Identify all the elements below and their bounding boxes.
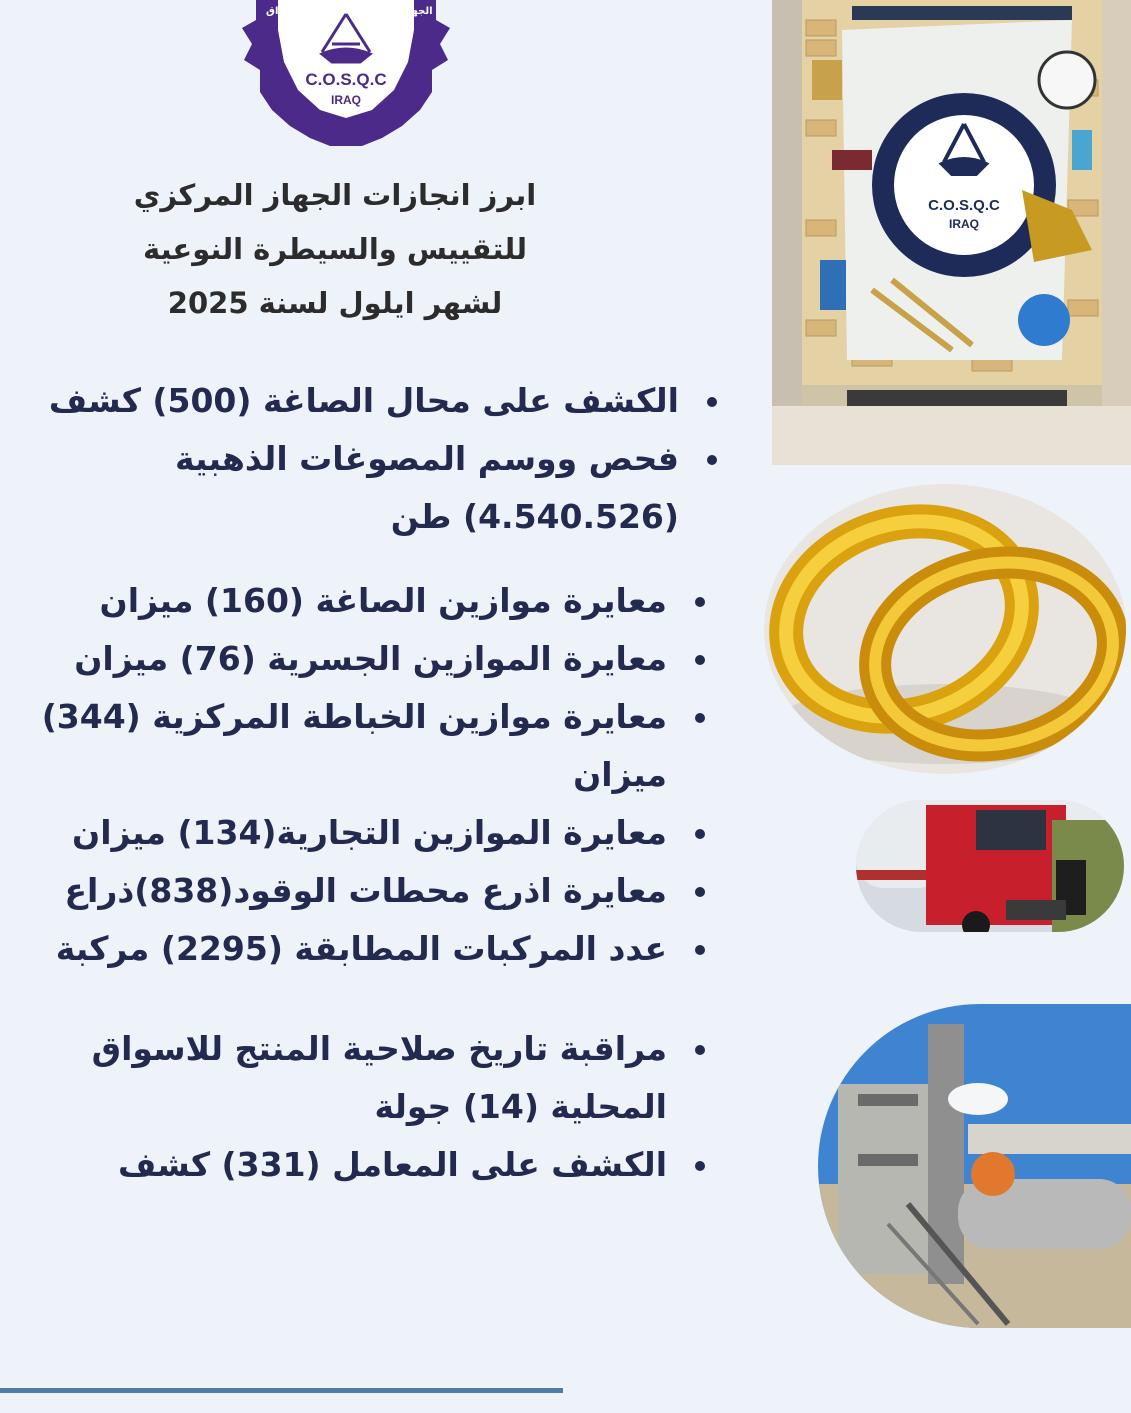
list-item-continuation: المحلية (14) جولة [374, 1087, 667, 1126]
list-item-text: معايرة موازين الصاغة (160) ميزان [99, 581, 667, 620]
logo-country: IRAQ [331, 93, 361, 107]
title-line-1: ابرز انجازات الجهاز المركزي [133, 178, 537, 212]
list-item-text: فحص ووسم المصوغات الذهبية [175, 439, 679, 478]
list-item [42, 804, 711, 862]
list-item-text: مراقبة تاريخ صلاحية المنتج للاسواق [91, 1029, 667, 1068]
list-item-continuation: ميزان [573, 755, 667, 794]
list-item [42, 630, 711, 688]
logo-arc-left: العراق [266, 6, 298, 17]
red-tanker-truck-photo [856, 800, 1124, 932]
building-sign-code: C.O.S.Q.C [928, 197, 1000, 214]
list-item-text: معايرة اذرع محطات الوقود(838)ذراع [64, 871, 667, 910]
logo-arc-right: الجهاز [402, 6, 433, 17]
list-item-text: معايرة الموازين التجارية(134) ميزان [72, 813, 667, 852]
page-title [120, 168, 550, 330]
list-item [49, 430, 723, 546]
list-item [42, 920, 711, 978]
achievements-group-2 [42, 572, 711, 978]
list-item [49, 372, 723, 430]
title-line-3: لشهر ايلول لسنة 2025 [167, 286, 503, 320]
bottom-divider [0, 1388, 563, 1393]
list-item [42, 862, 711, 920]
list-item-text: الكشف على محال الصاغة (500) كشف [48, 381, 679, 420]
list-item-continuation: (4.540.526) طن [390, 497, 679, 536]
list-item [42, 688, 711, 804]
achievements-group-1 [49, 372, 723, 546]
list-item-text: عدد المركبات المطابقة (2295) مركبة [55, 929, 667, 968]
title-line-2: للتقييس والسيطرة النوعية [143, 232, 527, 266]
cosqc-logo [232, 0, 460, 150]
list-item [42, 572, 711, 630]
list-item [92, 1020, 711, 1136]
list-item-text: معايرة الموازين الجسرية (76) ميزان [74, 639, 667, 678]
logo-code: C.O.S.Q.C [305, 70, 387, 89]
cosqc-building-facade-photo [772, 0, 1131, 465]
list-item-text: معايرة موازين الخباطة المركزية (344) [41, 697, 667, 736]
list-item [92, 1136, 711, 1194]
gold-bangles-photo [764, 484, 1126, 774]
list-item-text: الكشف على المعامل (331) كشف [118, 1145, 667, 1184]
asphalt-plant-photo [818, 1004, 1131, 1328]
achievements-group-3 [92, 1020, 711, 1194]
building-sign-country: IRAQ [949, 217, 979, 231]
